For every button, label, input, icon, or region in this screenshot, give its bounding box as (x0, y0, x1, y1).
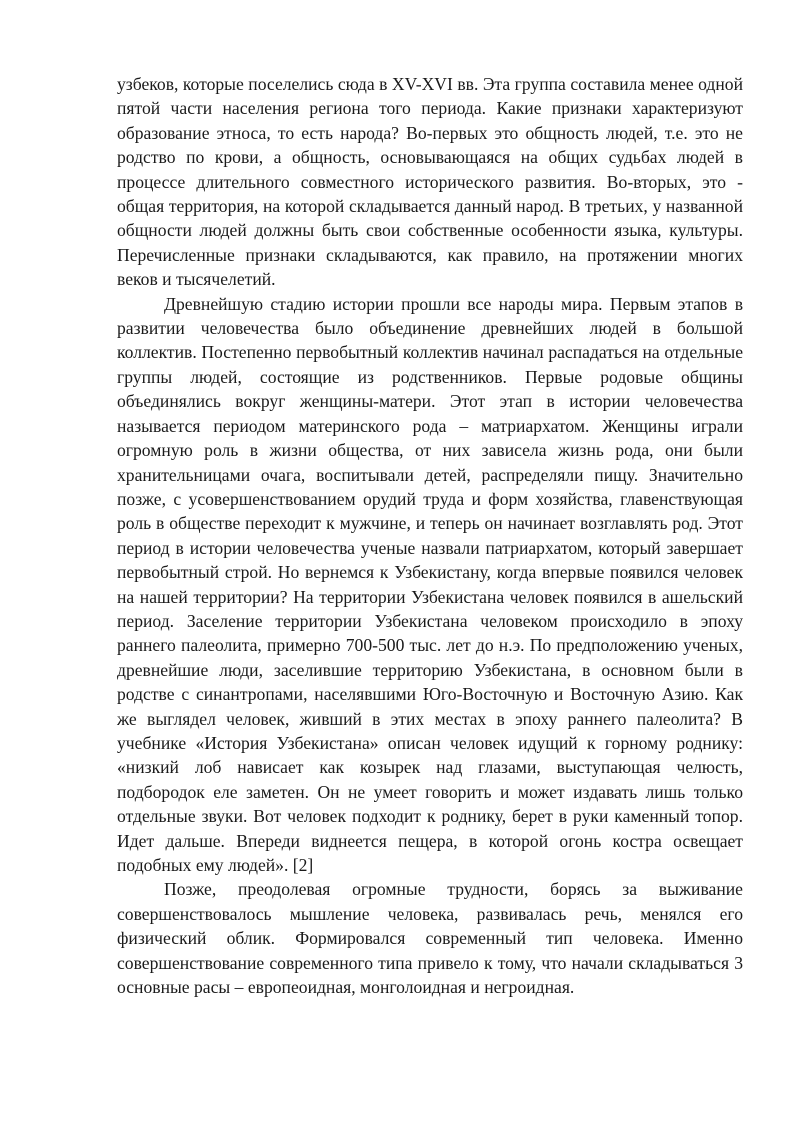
paragraph-ethnos-origin: узбеков, которые поселелись сюда в XV-XVI вв. Эта группа составила менее одной пятой части населения региона того периода. Какие признаки характеризуют образование этноса, то есть народа? Во-первых это общность людей, т.е. это не родство по крови, а общность, основывающаяся на общих судьбах людей в процессе длительного совместного исторического развития. Во-вторых, это - общая территория, на которой складывается данный народ. В третьих, у названной общности людей должны быть свои собственные особенности языка, культуры. Перечисленные признаки складываются, как правило, на протяжении многих веков и тысячелетий. (117, 74, 743, 290)
paragraph-human-development: Позже, преодолевая огромные трудности, борясь за выживание совершенствовалось мышление человека, развивалась речь, менялся его физический облик. Формировался современный тип человека. Именно совершенствование современного типа привело к тому, что начали складываться 3 основные расы – европеоидная, монголоидная и негроидная. (117, 879, 743, 998)
document-body (117, 72, 743, 999)
paragraph-ancient-history: Древнейшую стадию истории прошли все народы мира. Первым этапов в развитии человечества было объединение древнейших людей в большой коллектив. Постепенно первобытный коллектив начинал распадаться на отдельные группы людей, состоящие из родственников. Первые родовые общины объединялись вокруг женщины-матери. Этот этап в истории человечества называется периодом материнского рода – матриархатом. Женщины играли огромную роль в жизни общества, от них зависела жизнь рода, они были хранительницами очага, воспитывали детей, распределяли пищу. Значительно позже, с усовершенствованием орудий труда и форм хозяйства, главенствующая роль в обществе переходит к мужчине, и теперь он начинает возглавлять род. Этот период в истории человечества ученые назвали патриархатом, который завершает первобытный строй. Но вернемся к Узбекистану, когда впервые появился человек на нашей территории? На территории Узбекистана человек появился в ашельский период. Заселение территории Узбекистана человеком происходило в эпоху раннего палеолита, примерно 700-500 тыс. лет до н.э. По предположению ученых, древнейшие люди, заселившие территорию Узбекистана, в основном были в родстве с синантропами, населявшими Юго-Восточную и Восточную Азию. Как же выглядел человек, живший в этих местах в эпоху раннего палеолита? В учебнике «История Узбекистана» описан человек идущий к горному роднику: «низкий лоб нависает как козырек над глазами, выступающая челюсть, подбородок еле заметен. Он не умеет говорить и может издавать лишь только отдельные звуки. Вот человек подходит к роднику, берет в руки каменный топор. Идет дальше. Впереди виднеется пещера, в которой огонь костра освещает подобных ему людей». [2] (117, 293, 743, 875)
